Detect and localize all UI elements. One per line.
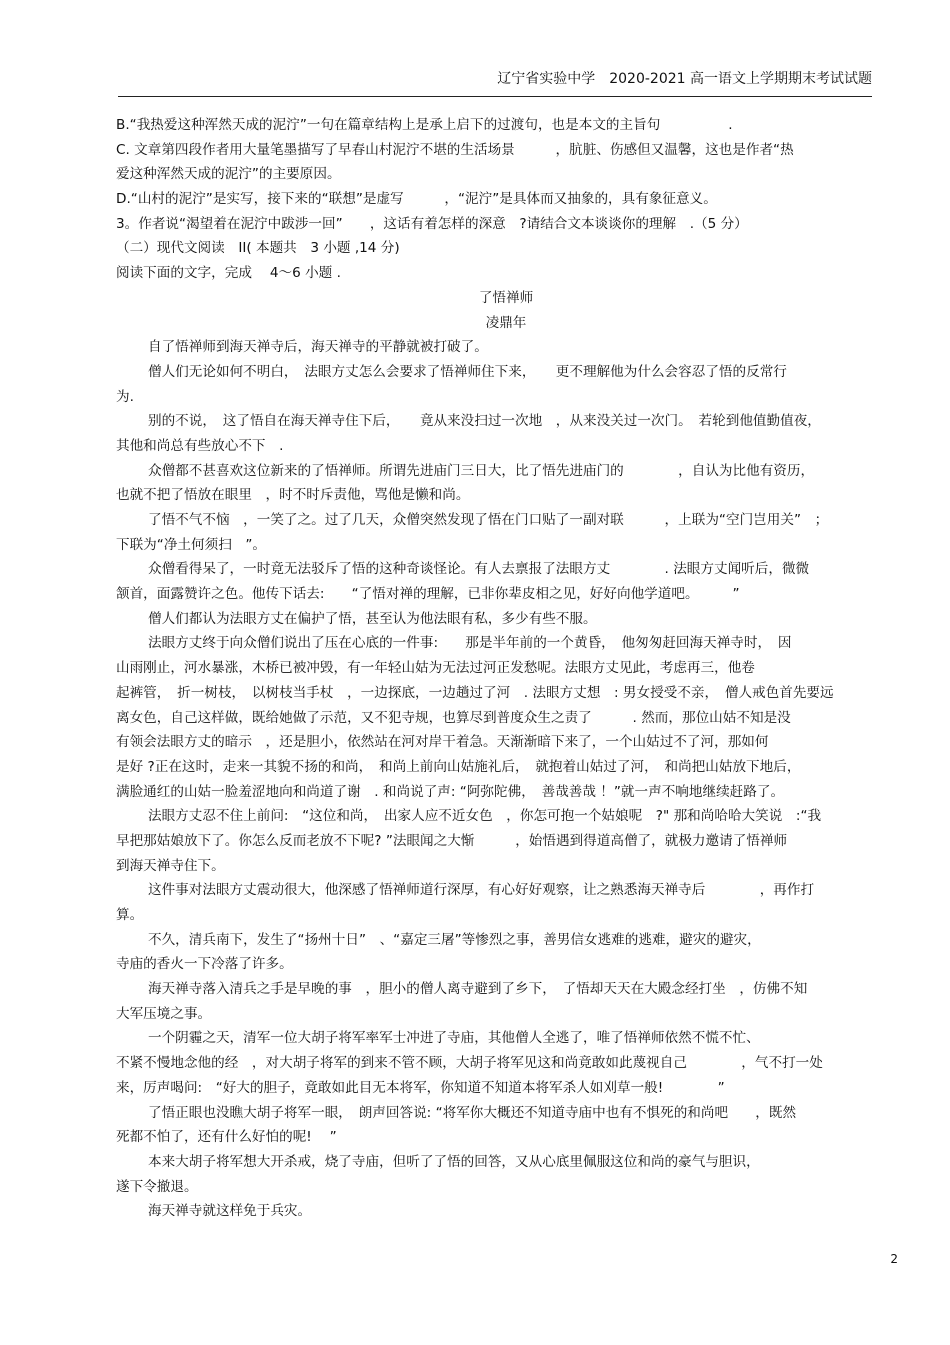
- text-line: 寺庙的香火一下冷落了许多。: [116, 956, 293, 973]
- title-line: 了悟禅师: [478, 289, 534, 306]
- text-line: 下联为“净土何须扫 ”。: [116, 536, 267, 553]
- text-line: 其他和尚总有些放心不下 .: [116, 437, 284, 454]
- text-line: 僧人们无论如何不明白， 法眼方丈怎么会要求了悟禅师住下来， 更不理解他为什么会容忍了悟的反常行: [148, 363, 787, 380]
- text-line: 满脸通红的山姑一脸羞涩地向和尚道了谢 . 和尚说了声: “阿弥陀佛， 善哉善哉 ！”就一声不响地继续赶路了。: [116, 783, 785, 800]
- document-body: [116, 113, 896, 1224]
- text-line: 海天禅寺就这样免于兵灾。: [148, 1203, 312, 1220]
- text-line: 了悟不气不恼 ，一笑了之。过了几天，众僧突然发现了悟在门口贴了一副对联 ，上联为“空门岂用关” ；: [148, 512, 829, 528]
- page-number: 2: [890, 1252, 898, 1266]
- text-line: 死都不怕了，还有什么好怕的呢! ”: [116, 1129, 337, 1146]
- text-line: 法眼方丈终于向众僧们说出了压在心底的一件事: 那是半年前的一个黄昏， 他匆匆赶回海天禅寺时， 因: [148, 635, 792, 652]
- text-line: 遂下令撤退。: [116, 1178, 198, 1195]
- text-line: 算。: [116, 907, 144, 923]
- text-line: 僧人们都认为法眼方丈在偏护了悟，甚至认为他法眼有私，多少有些不服。: [148, 610, 597, 627]
- text-line: 法眼方丈忍不住上前问: “这位和尚， 出家人应不近女色 ，你怎可抱一个姑娘呢 ?" 那和尚哈哈大笑说 :“我: [148, 808, 822, 825]
- text-line: 离女色，自己这样做，既给她做了示范，又不犯寺规，也算尽到普度众生之责了 . 然而，那位山姑不知是没: [116, 709, 791, 726]
- text-line: 早把那姑娘放下了。你怎么反而老放不下呢? ”法眼闻之大惭 ，始悟遇到得道高僧了，就极力邀请了悟禅师: [116, 832, 788, 849]
- text-line: 本来大胡子将军想大开杀戒，烧了寺庙，但听了了悟的回答，又从心底里佩服这位和尚的豪气与胆识，: [148, 1153, 760, 1170]
- text-line: 到海天禅寺住下。: [116, 857, 225, 874]
- text-line: （二）现代文阅读 II( 本题共 3 小题 ,14 分): [116, 240, 400, 257]
- text-line: 这件事对法眼方丈震动很大，他深感了悟禅师道行深厚，有心好好观察，让之熟悉海天禅寺后 ，再作打: [148, 882, 815, 899]
- text-line: 不久，清兵南下，发生了“扬州十日” 、“嘉定三屠”等惨烈之事，善男信女逃难的逃难，避灾的避灾，: [148, 931, 761, 948]
- title-line: 凌鼎年: [485, 314, 527, 331]
- text-line: 阅读下面的文字，完成 4～6 小题 .: [116, 265, 341, 282]
- text-line: B.“我热爱这种浑然天成的泥泞”一句在篇章结构上是承上启下的过渡句，也是本文的主旨句 .: [116, 117, 733, 133]
- text-line: 众僧都不甚喜欢这位新来的了悟禅师。所谓先进庙门三日大，比了悟先进庙门的 ，自认为比他有资历，: [148, 462, 815, 479]
- text-line: 为.: [116, 388, 134, 405]
- text-line: 一个阴霾之天，清军一位大胡子将军率军士冲进了寺庙，其他僧人全逃了，唯了悟禅师依然不慌不忙、: [148, 1030, 760, 1047]
- text-line: 有领会法眼方丈的暗示 ，还是胆小，依然站在河对岸干着急。天渐渐暗下来了，一个山姑过不了河，那如何: [116, 734, 769, 751]
- text-line: 众僧看得呆了，一时竟无法驳斥了悟的这种奇谈怪论。有人去禀报了法眼方丈 . 法眼方丈闻听后，微微: [148, 561, 810, 578]
- header-rule: [118, 96, 872, 97]
- text-line: D.“山村的泥泞”是实写，接下来的“联想”是虚写 ，“泥泞”是具体而又抽象的，具有象征意义。: [116, 191, 717, 208]
- text-line: 不紧不慢地念他的经 ，对大胡子将军的到来不管不顾，大胡子将军见这和尚竟敢如此蔑视自己 ，气不打一处: [116, 1055, 823, 1072]
- text-line: 了悟正眼也没瞧大胡子将军一眼， 朗声回答说: “将军你大概还不知道寺庙中也有不惧死的和尚吧 ，既然: [148, 1104, 797, 1121]
- text-line: 海天禅寺落入清兵之手是早晚的事 ，胆小的僧人离寺避到了乡下， 了悟却天天在大殿念经打坐 ，仿佛不知: [148, 981, 808, 998]
- text-line: 颔首，面露赞许之色。他传下话去: “了悟对禅的理解，已非你辈皮相之见，好好向他学道吧。 ”: [116, 586, 740, 603]
- text-line: 起裤管， 折一树枝， 以树枝当手杖 ，一边探底，一边趟过了河 . 法眼方丈想 : 男女授受不亲， 僧人戒色首先要远: [116, 684, 834, 701]
- text-line: 大军压境之事。: [116, 1005, 212, 1022]
- text-line: C. 文章第四段作者用大量笔墨描写了早春山村泥泞不堪的生活场景 ，肮脏、伤感但又温馨，这也是作者“热: [116, 141, 794, 158]
- text-line: 3。作者说“渴望着在泥泞中跋涉一回” ，这话有着怎样的深意 ?请结合文本谈谈你的理解 .（5 分）: [116, 215, 748, 232]
- text-line: 也就不把了悟放在眼里 ，时不时斥责他，骂他是懒和尚。: [116, 487, 470, 504]
- text-line: 来，厉声喝问: “好大的胆子，竟敢如此目无本将军，你知道不知道本将军杀人如刈草一般! ”: [116, 1079, 725, 1096]
- page-header: 辽宁省实验中学 2020-2021 高一语文上学期期末考试试题: [497, 71, 872, 87]
- text-line: 是好 ?正在这时，走来一其貌不扬的和尚， 和尚上前向山姑施礼后， 就抱着山姑过了河， 和尚把山姑放下地后，: [116, 758, 801, 775]
- text-line: 自了悟禅师到海天禅寺后，海天禅寺的平静就被打破了。: [148, 339, 488, 356]
- text-line: 别的不说， 这了悟自在海天禅寺住下后， 竟从来没扫过一次地 ，从来没关过一次门。 若轮到他值勤值夜，: [148, 413, 821, 430]
- text-line: 山雨刚止，河水暴涨，木桥已被冲毁，有一年轻山姑为无法过河正发愁呢。法眼方丈见此，考虑再三，他卷: [116, 660, 755, 677]
- text-line: 爱这种浑然天成的泥泞”的主要原因。: [116, 166, 341, 183]
